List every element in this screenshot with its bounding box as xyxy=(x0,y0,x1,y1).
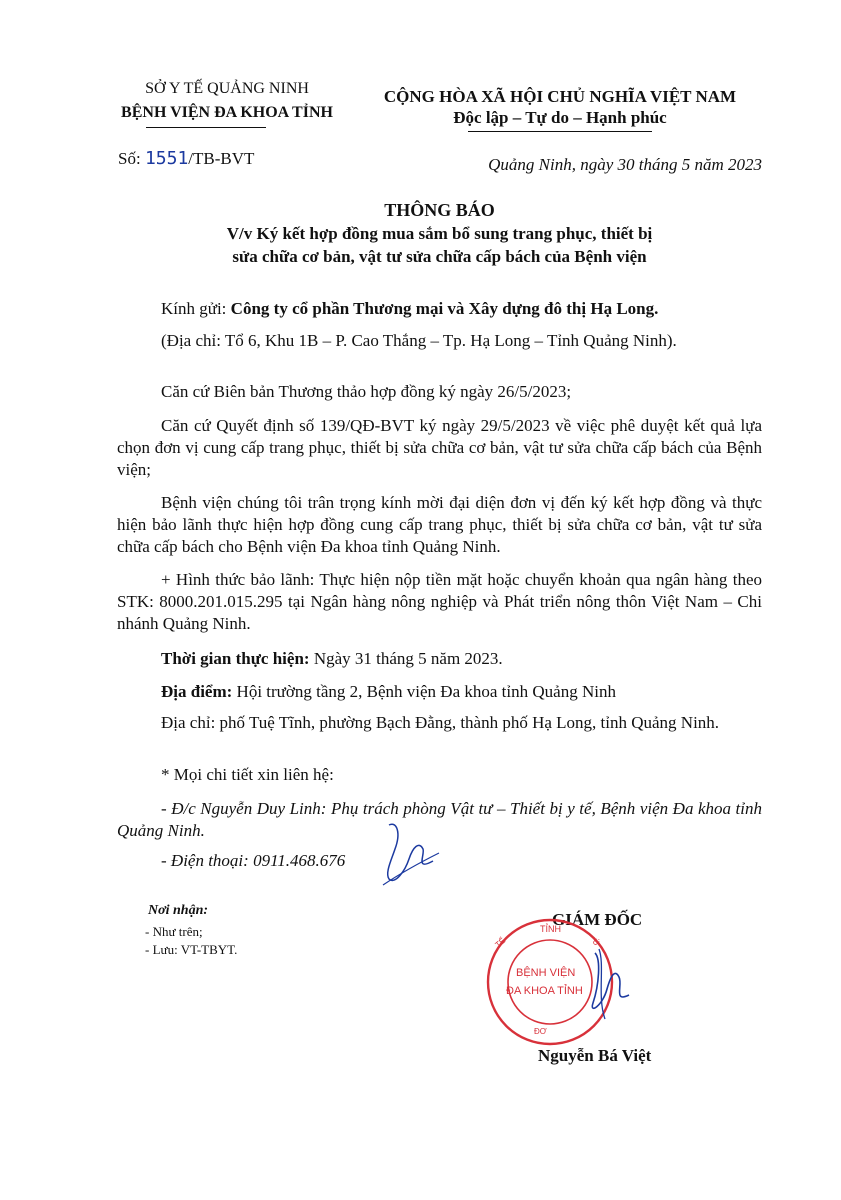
svg-text:ĐƠ: ĐƠ xyxy=(534,1027,547,1036)
recipient-name: Công ty cổ phần Thương mại và Xây dựng đô thị Hạ Long. xyxy=(230,299,659,318)
signer-title: GIÁM ĐỐC xyxy=(552,910,643,929)
number-handwritten: 1551 xyxy=(144,148,189,169)
contact-intro: * Mọi chi tiết xin liên hệ: xyxy=(161,765,334,784)
svg-text:Ú: Ú xyxy=(590,937,602,948)
place-label: Địa điểm: xyxy=(161,682,233,701)
svg-text:TẾ: TẾ xyxy=(493,936,508,950)
document-subject-line1: V/v Ký kết hợp đồng mua sắm bổ sung trang phục, thiết bị xyxy=(226,224,653,243)
document-number xyxy=(118,148,254,169)
number-suffix: /TB-BVT xyxy=(188,149,255,168)
paragraph-basis-decision: Căn cứ Quyết định số 139/QĐ-BVT ký ngày 29/5/2023 về việc phê duyệt kết quả lựa chọn đơn vị cung cấp trang phục, thiết bị sửa chữa cơ bản, vật tư sửa chữa cấp bách của Bệnh viện; xyxy=(117,416,762,479)
number-label: Số: xyxy=(118,149,141,168)
document-subject-line2: sửa chữa cơ bản, vật tư sửa chữa cấp bách của Bệnh viện xyxy=(232,247,647,266)
contact-phone: - Điện thoại: 0911.468.676 xyxy=(161,851,346,870)
place-address: Địa chỉ: phố Tuệ Tĩnh, phường Bạch Đằng, thành phố Hạ Long, tỉnh Quảng Ninh. xyxy=(161,713,720,732)
recipient-address: (Địa chỉ: Tổ 6, Khu 1B – P. Cao Thắng – Tp. Hạ Long – Tỉnh Quảng Ninh). xyxy=(161,331,677,350)
signature-scribble xyxy=(575,945,645,1025)
recipients-item: - Như trên; xyxy=(145,924,203,939)
recipient-label: Kính gửi: xyxy=(161,299,227,318)
place-line xyxy=(117,681,762,703)
national-title: CỘNG HÒA XÃ HỘI CHỦ NGHĨA VIỆT NAM xyxy=(383,87,737,106)
header-right-divider xyxy=(468,131,652,132)
svg-text:ĐA KHOA TỈNH: ĐA KHOA TỈNH xyxy=(506,985,583,997)
recipients-item: - Lưu: VT-TBYT. xyxy=(145,942,238,957)
issuer-department: SỞ Y TẾ QUẢNG NINH xyxy=(145,80,309,97)
document-title: THÔNG BÁO xyxy=(384,200,495,220)
issuer-hospital: BỆNH VIỆN ĐA KHOA TỈNH xyxy=(121,104,333,121)
time-label: Thời gian thực hiện: xyxy=(161,649,310,668)
recipient-line xyxy=(117,298,762,320)
paragraph-invitation: Bệnh viện chúng tôi trân trọng kính mời đại diện đơn vị đến ký kết hợp đồng và thực hiện bảo lãnh thực hiện hợp đồng cung cấp trang phục, thiết bị sửa chữa cơ bản, vật tư sửa chữa cấp bách cho Bệnh viện Đa khoa tỉnh Quảng Ninh. xyxy=(117,493,762,556)
place-value: Hội trường tầng 2, Bệnh viện Đa khoa tỉnh Quảng Ninh xyxy=(236,682,616,701)
initial-signature xyxy=(375,815,445,895)
time-value: Ngày 31 tháng 5 năm 2023. xyxy=(313,649,503,668)
national-motto: Độc lập – Tự do – Hạnh phúc xyxy=(453,108,667,127)
signer-name: Nguyễn Bá Việt xyxy=(538,1046,652,1065)
svg-text:TỈNH: TỈNH xyxy=(540,924,561,934)
time-line xyxy=(117,648,762,670)
header-left-divider xyxy=(146,127,266,128)
document-date: Quảng Ninh, ngày 30 tháng 5 năm 2023 xyxy=(488,155,762,174)
recipients-label: Nơi nhận: xyxy=(148,903,209,918)
paragraph-basis-minutes: Căn cứ Biên bản Thương thảo hợp đồng ký ngày 26/5/2023; xyxy=(161,382,572,401)
paragraph-guarantee: + Hình thức bảo lãnh: Thực hiện nộp tiền mặt hoặc chuyển khoản qua ngân hàng theo STK: 8000.201.015.295 tại Ngân hàng nông nghiệp và Phát triển nông thôn Việt Nam – Chi nhánh Quảng Ninh. xyxy=(117,570,762,633)
svg-text:BỆNH VIỆN: BỆNH VIỆN xyxy=(516,967,576,979)
contact-person: - Đ/c Nguyễn Duy Linh: Phụ trách phòng Vật tư – Thiết bị y tế, Bệnh viện Đa khoa tỉnh Quảng Ninh. xyxy=(117,799,762,840)
